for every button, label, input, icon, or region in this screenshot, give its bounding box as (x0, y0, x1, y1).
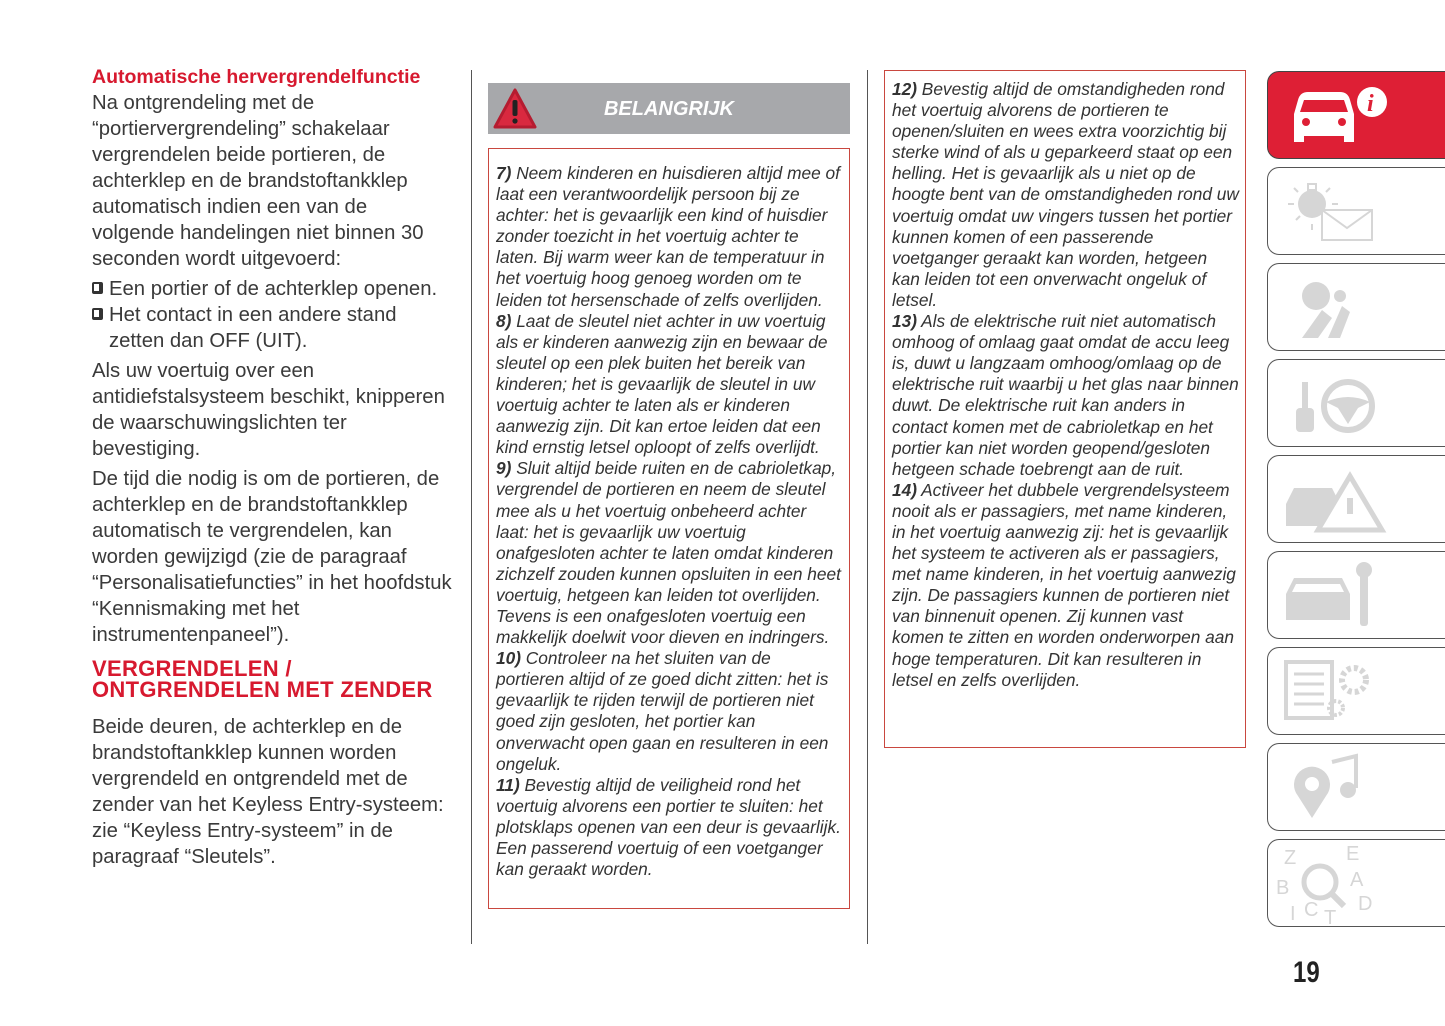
tab-maintenance[interactable] (1267, 551, 1445, 639)
warning-item (496, 163, 843, 311)
bullet-item (92, 276, 454, 302)
item-number: 9) (496, 458, 512, 479)
paragraph: Als uw voertuig over een antidiefstalsysteem beschikt, knipperen de waarschuwingslichten ter bevestiging. (92, 360, 445, 460)
item-text: Controleer na het sluiten van de portieren altijd of ze goed dicht zitten: het is gevaarlijk te rijden terwijl de portieren niet goed zijn gesloten, het portier kan onverwacht open gaan en resulteren in een ongeluk. (496, 648, 829, 774)
section-heading-auto-relock: Automatische hervergrendelfunctie (92, 66, 421, 88)
index-alphabet-icon (1276, 843, 1392, 929)
column-divider (867, 70, 868, 944)
paragraph: Na ontgrendeling met de “portiervergrendeling” schakelaar vergrendelen beide portieren, de achterklep en de brandstoftankklep automatisch indien een van de volgende handelingen niet binnen 30 seconden wordt uitgevoerd: (92, 92, 424, 270)
item-text: Activeer het dubbele vergrendelsysteem nooit als er passagiers, met name kinderen, in het voertuig aanwezig zij: het is gevaarlijk het systeem te activeren als er passagiers, met name kinderen, in het voertuig aanwezig zijn. De passagiers kunnen de portieren niet van binnenuit openen. Zij kunnen vast komen te zitten en worden onderworpen aan hoge temperaturen. Dit kan resulteren in letsel en zelfs overlijden. (892, 479, 1236, 690)
multimedia-icon (1282, 752, 1392, 822)
svg-text:i: i (1367, 91, 1374, 117)
index-letter: A (1350, 869, 1364, 891)
item-number: 8) (496, 310, 512, 331)
item-number: 13) (892, 311, 917, 332)
car-maintenance-icon (1282, 560, 1392, 630)
warning-item (892, 311, 1239, 480)
item-number: 10) (496, 648, 521, 669)
item-number: 7) (496, 163, 512, 183)
tab-safety[interactable] (1267, 263, 1445, 351)
bullet-item (92, 302, 454, 354)
tab-emergency[interactable] (1267, 455, 1445, 543)
warning-item (892, 79, 1239, 311)
car-info-icon (1282, 80, 1392, 150)
tab-warning-lights[interactable] (1267, 167, 1445, 255)
key-steering-wheel-icon (1282, 368, 1392, 438)
index-letter: Z (1284, 847, 1297, 869)
banner-title: BELANGRIJK (603, 98, 734, 120)
tab-technical-data[interactable] (1267, 647, 1445, 735)
page-number: 19 (1293, 956, 1320, 989)
item-number: 11) (496, 774, 520, 795)
bullet-box-icon (92, 282, 103, 294)
index-letter: I (1290, 903, 1296, 925)
paragraph: De tijd die nodig is om de portieren, de achterklep en de brandstoftankklep automatisch te vergrendelen, kan worden gewijzigd (zie de paragraaf “Personalisatiefuncties” in het hoofdstuk “Kennismaking met het instrumentenpaneel”). (92, 468, 452, 646)
item-number: 12) (892, 79, 917, 99)
breakdown-warning-icon (1282, 464, 1392, 534)
item-text: Bevestig altijd de veiligheid rond het voertuig alvorens een portier te sluiten: het plotsklaps openen van een deur is gevaarlijk. Een passerend voertuig of een voetganger kan geraakt worden. (496, 774, 841, 880)
warning-lights-message-icon (1282, 176, 1392, 246)
item-number: 14) (892, 479, 917, 500)
warning-item (496, 311, 843, 459)
item-text: Sluit altijd beide ruiten en de cabrioletkap, vergrendel de portieren en neem de sleutel mee als u het voertuig onbeheerd achter laat: het is gevaarlijk uw voertuig onafgesloten achter te laten omdat kinderen zichzelf zouden kunnen opsluiten in een heet voertuig, hetgeen kan leiden tot overlijden. Tevens is een onafgesloten voertuig een makkelijk doelwit voor dieven en indringers. (496, 458, 841, 648)
chapter-tabs (1267, 71, 1445, 935)
item-text: Als de elektrische ruit niet automatisch omhoog of omlaag gaat omdat de accu leeg is, duwt u langzaam omhoog/omlaag op de elektrische ruit waarbij u het glas naar binnen duwt. De elektrische ruit kan anders in contact komen met de cabrioletkap en het portier kan niet worden geopend/gesloten hetgeen schade toebrengt aan de ruit. (892, 311, 1239, 479)
item-text: Neem kinderen en huisdieren altijd mee of laat een verantwoordelijk persoon bij ze achter: het is gevaarlijk een kind of huisdier zonder toezicht in het voertuig achter te laten. Bij warm weer kan de temperatuur in het voertuig hoog genoeg worden om te leiden tot hersenschade of zelfs overlijden. (496, 163, 840, 310)
warning-box-right (884, 70, 1246, 748)
settings-list-icon (1282, 656, 1392, 726)
bullet-text: Het contact in een andere stand zetten dan OFF (UIT). (109, 304, 397, 352)
section-heading-remote-lock: VERGRENDELEN / ONTGRENDELEN MET ZENDER (92, 656, 433, 702)
airbag-seat-icon (1282, 272, 1392, 342)
important-banner (488, 83, 850, 134)
bullet-text: Een portier of de achterklep openen. (109, 278, 438, 300)
left-column (92, 64, 454, 874)
paragraph: Beide deuren, de achterklep en de brandstoftankklep kunnen worden vergrendeld en ontgrendeld met de zender van het Keyless Entry-systeem: zie “Keyless Entry-systeem” in de paragraaf “Sleutels”. (92, 716, 444, 868)
column-divider (471, 70, 472, 944)
index-letter: E (1346, 843, 1360, 865)
tab-index[interactable] (1267, 839, 1445, 927)
tab-multimedia[interactable] (1267, 743, 1445, 831)
tab-car-info[interactable] (1267, 71, 1445, 159)
index-letter: T (1324, 907, 1337, 929)
index-letter: B (1276, 877, 1290, 899)
warning-item (496, 775, 843, 880)
warning-item (496, 458, 843, 648)
bullet-box-icon (92, 308, 103, 320)
tab-starting-driving[interactable] (1267, 359, 1445, 447)
warning-item (892, 480, 1239, 691)
item-text: Laat de sleutel niet achter in uw voertuig als er kinderen aanwezig zijn en bewaar de sleutel op een plek buiten het bereik van kinderen; het is gevaarlijk de sleutel in uw voertuig achter te laten als er kinderen aanwezig zijn. Dit kan ertoe leiden dat een kind ernstig letsel oploopt of zelfs overlijdt. (496, 310, 828, 458)
item-text: Bevestig altijd de omstandigheden rond het voertuig alvorens de portieren te openen/sluiten en wees extra voorzichtig bij sterke wind of als u geparkeerd staat op een helling. Het is gevaarlijk als u niet op de hoogte bent van de omstandigheden rond uw voertuig omdat uw vingers tussen het portier kunnen komen of een passerende voetganger geraakt kan worden, hetgeen kan leiden tot een onverwacht ongeluk of letsel. (892, 79, 1239, 310)
index-letter: C (1304, 899, 1319, 921)
warning-box-left (488, 148, 850, 909)
warning-item (496, 648, 843, 775)
index-letter: D (1358, 893, 1373, 915)
